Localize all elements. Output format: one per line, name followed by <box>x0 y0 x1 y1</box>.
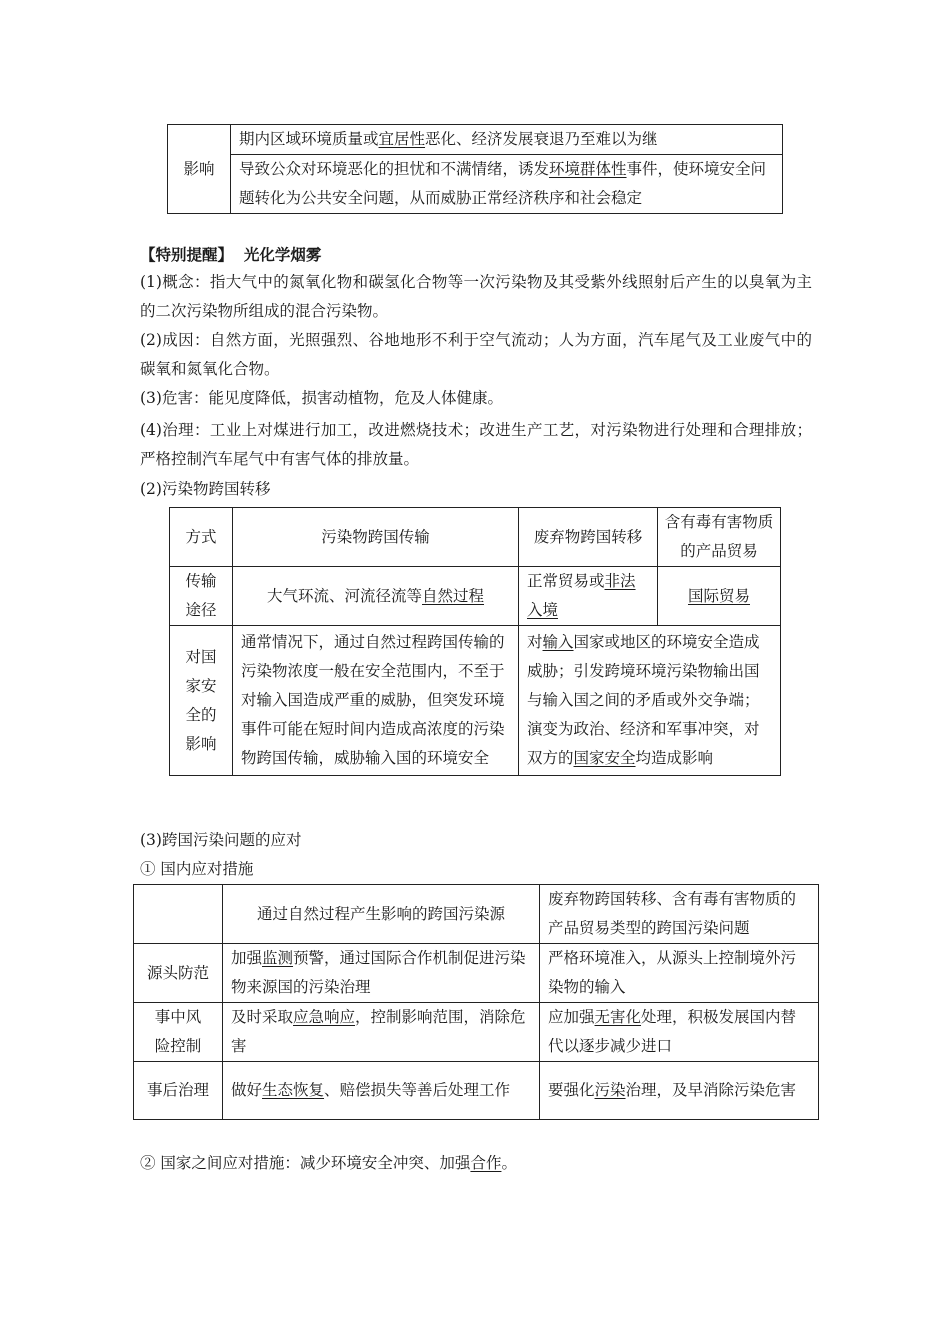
transfer-header-3: 含有毒有害物质的产品贸易 <box>658 508 781 567</box>
response-header-2: 废弃物跨国转移、含有毒有害物质的产品贸易类型的跨国污染问题 <box>540 885 819 944</box>
international-response: ② 国家之间应对措施：减少环境安全冲突、加强合作。 <box>140 1154 517 1172</box>
domestic-heading: ① 国内应对措施 <box>140 860 254 878</box>
response-row-label: 事中风险控制 <box>134 1003 223 1062</box>
route-label: 传输途径 <box>170 567 233 626</box>
tip-item-2: (2)成因：自然方面，光照强烈、谷地地形不利于空气流动；人为方面，汽车尾气及工业废气中的碳氧和氮氧化合物。 <box>140 331 812 378</box>
transfer-table <box>169 507 781 776</box>
response-row-label: 源头防范 <box>134 944 223 1003</box>
transfer-header-0: 方式 <box>170 508 233 567</box>
route-waste: 正常贸易或非法入境 <box>519 567 658 626</box>
security-impact-label: 对国家安全的影响 <box>170 626 233 776</box>
response-header-1: 通过自然过程产生影响的跨国污染源 <box>223 885 540 944</box>
route-natural: 大气环流、河流径流等自然过程 <box>233 567 519 626</box>
response-waste-cell: 严格环境准入，从源头上控制境外污染物的输入 <box>540 944 819 1003</box>
tip-title: 【特别提醒】 光化学烟雾 <box>140 246 322 264</box>
response-heading: (3)跨国污染问题的应对 <box>140 831 302 849</box>
security-impact-natural: 通常情况下，通过自然过程跨国传输的污染物浓度一般在安全范围内，不至于对输入国造成严重的威胁，但突发环境事件可能在短时间内造成高浓度的污染物跨国传输，威胁输入国的环境安全 <box>233 626 519 776</box>
response-natural-cell: 加强监测预警，通过国际合作机制促进污染物来源国的污染治理 <box>223 944 540 1003</box>
impact-label: 影响 <box>168 125 231 214</box>
impact-row-1: 期内区域环境质量或宜居性恶化、经济发展衰退乃至难以为继 <box>231 125 783 155</box>
response-waste-cell: 要强化污染治理，及早消除污染危害 <box>540 1062 819 1120</box>
transfer-header-2: 废弃物跨国转移 <box>519 508 658 567</box>
transfer-header-1: 污染物跨国传输 <box>233 508 519 567</box>
route-trade: 国际贸易 <box>658 567 781 626</box>
security-impact-waste-trade: 对输入国家或地区的环境安全造成威胁；引发跨境环境污染物输出国与输入国之间的矛盾或外交争端；演变为政治、经济和军事冲突，对双方的国家安全均造成影响 <box>519 626 781 776</box>
impact-table <box>167 124 783 214</box>
response-natural-cell: 做好生态恢复、赔偿损失等善后处理工作 <box>223 1062 540 1120</box>
response-header-0 <box>134 885 223 944</box>
tip-item-1: (1)概念：指大气中的氮氧化物和碳氢化合物等一次污染物及其受紫外线照射后产生的以臭氧为主的二次污染物所组成的混合污染物。 <box>140 273 812 320</box>
response-waste-cell: 应加强无害化处理，积极发展国内替代以逐步减少进口 <box>540 1003 819 1062</box>
impact-row-2: 导致公众对环境恶化的担忧和不满情绪，诱发环境群体性事件，使环境安全问题转化为公共安全问题，从而威胁正常经济秩序和社会稳定 <box>231 155 783 214</box>
response-table <box>133 884 819 1120</box>
response-row-label: 事后治理 <box>134 1062 223 1120</box>
transfer-heading: (2)污染物跨国转移 <box>140 480 271 498</box>
tip-item-3: (3)危害：能见度降低，损害动植物，危及人体健康。 <box>140 389 503 407</box>
tip-item-4: (4)治理：工业上对煤进行加工，改进燃烧技术；改进生产工艺，对污染物进行处理和合理排放；严格控制汽车尾气中有害气体的排放量。 <box>140 421 812 468</box>
response-natural-cell: 及时采取应急响应，控制影响范围，消除危害 <box>223 1003 540 1062</box>
